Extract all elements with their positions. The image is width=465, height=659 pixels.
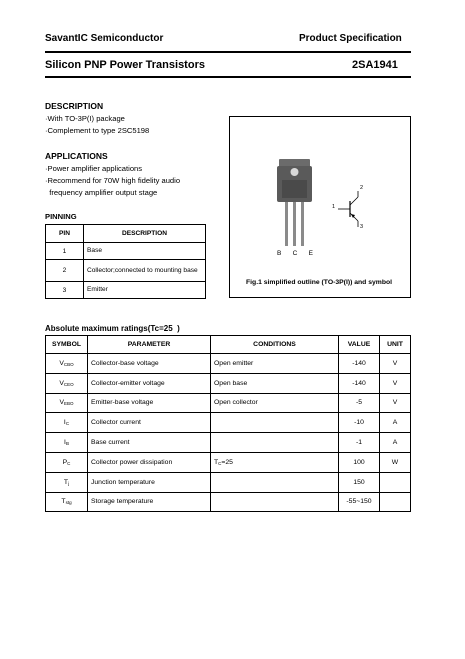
symbol-collector-lead <box>350 197 358 205</box>
condition-subscript: C <box>218 460 222 466</box>
rating-symbol <box>46 413 88 433</box>
ratings-col-conditions: CONDITIONS <box>211 336 339 354</box>
rating-symbol-subscript: C <box>67 460 71 466</box>
rating-condition <box>211 472 339 492</box>
pin-label-b: B <box>277 250 282 257</box>
rating-condition <box>211 413 339 433</box>
condition-text: =25 <box>221 458 233 466</box>
rating-condition <box>211 492 339 512</box>
rating-symbol-subscript: B <box>65 441 69 447</box>
ratings-col-unit: UNIT <box>380 336 411 354</box>
header-rule <box>45 51 411 53</box>
table-row <box>46 243 206 260</box>
title-rule <box>45 76 411 78</box>
rating-symbol <box>46 433 88 453</box>
symbol-label-3: 3 <box>360 224 364 230</box>
pin-label-c: C <box>292 250 298 257</box>
table-row <box>46 413 411 433</box>
pinning-col-description: DESCRIPTION <box>84 225 206 243</box>
rating-symbol-subscript: C <box>65 421 70 427</box>
rating-symbol-letter: V <box>59 359 64 367</box>
rating-symbol-subscript: CEO <box>63 381 74 387</box>
table-row <box>46 373 411 393</box>
rating-symbol-letter: T <box>63 478 69 486</box>
rating-condition <box>211 452 339 472</box>
rating-symbol <box>46 452 88 472</box>
rating-unit: V <box>380 393 411 413</box>
package-outline-drawing <box>230 117 412 267</box>
rating-symbol-letter: T <box>61 498 66 506</box>
rating-parameter: Storage temperature <box>88 492 211 512</box>
table-row <box>46 354 411 374</box>
rating-parameter: Collector current <box>88 413 211 433</box>
pinning-table <box>45 224 206 299</box>
ratings-body <box>46 354 411 512</box>
company-name: SavantIC Semiconductor <box>45 33 164 44</box>
rating-symbol-subscript: stg <box>65 500 72 506</box>
pin-labels <box>277 250 313 257</box>
rating-symbol-letter: P <box>62 458 68 466</box>
rating-value: -10 <box>339 413 380 433</box>
rating-unit: V <box>380 373 411 393</box>
pinning-heading: PINNING <box>45 212 77 221</box>
rating-value: 150 <box>339 472 380 492</box>
ratings-col-symbol: SYMBOL <box>46 336 88 354</box>
pin-description: Base <box>84 243 206 260</box>
rating-symbol <box>46 393 88 413</box>
rating-symbol <box>46 472 88 492</box>
rating-parameter: Base current <box>88 433 211 453</box>
ratings-col-value: VALUE <box>339 336 380 354</box>
product-family-title: Silicon PNP Power Transistors <box>45 59 205 71</box>
rating-symbol <box>46 492 88 512</box>
description-line-2: ·Complement to type 2SC5198 <box>45 126 150 135</box>
rating-symbol-subscript: CBO <box>63 361 74 367</box>
applications-heading: APPLICATIONS <box>45 151 108 161</box>
table-row <box>46 282 206 299</box>
table-row <box>46 472 411 492</box>
rating-value: -140 <box>339 373 380 393</box>
rating-unit: V <box>380 354 411 374</box>
table-row <box>46 393 411 413</box>
rating-value: -140 <box>339 354 380 374</box>
rating-condition <box>211 433 339 453</box>
rating-value: -5 <box>339 393 380 413</box>
applications-line-3: frequency amplifier output stage <box>45 188 158 197</box>
pin-description: Emitter <box>84 282 206 299</box>
rating-unit: A <box>380 413 411 433</box>
pin-label-e: E <box>308 250 313 257</box>
rating-symbol <box>46 354 88 374</box>
table-row <box>46 433 411 453</box>
ratings-table <box>45 335 411 512</box>
figure-box <box>229 116 411 298</box>
rating-symbol <box>46 373 88 393</box>
rating-symbol-letter: I <box>64 439 66 447</box>
rating-symbol-subscript: EBO <box>64 401 74 407</box>
pin-number: 2 <box>46 260 84 282</box>
symbol-label-1: 1 <box>332 204 336 210</box>
rating-parameter: Collector power dissipation <box>88 452 211 472</box>
pin-number: 3 <box>46 282 84 299</box>
rating-parameter: Collector-emitter voltage <box>88 373 211 393</box>
table-row <box>46 492 411 512</box>
rating-parameter: Collector-base voltage <box>88 354 211 374</box>
lead-base <box>285 202 288 246</box>
rating-value: -1 <box>339 433 380 453</box>
mounting-hole <box>291 168 299 176</box>
condition-text: T <box>214 458 219 466</box>
description-line-1: ·With TO-3P(I) package <box>45 114 125 123</box>
rating-parameter: Junction temperature <box>88 472 211 492</box>
lead-emitter <box>301 202 304 246</box>
symbol-label-2: 2 <box>360 185 364 191</box>
rating-unit: A <box>380 433 411 453</box>
ratings-heading: Absolute maximum ratings(Tc=25 ) <box>45 324 180 333</box>
ratings-col-parameter: PARAMETER <box>88 336 211 354</box>
doc-type: Product Specification <box>299 33 402 44</box>
figure-caption: Fig.1 simplified outline (TO-3P(I)) and symbol <box>246 279 393 286</box>
ratings-header-row <box>46 336 411 354</box>
rating-value: -55~150 <box>339 492 380 512</box>
rating-value: 100 <box>339 452 380 472</box>
pin-number: 1 <box>46 243 84 260</box>
applications-line-2: ·Recommend for 70W high fidelity audio <box>45 176 181 185</box>
rating-condition: Open collector <box>211 393 339 413</box>
part-number: 2SA1941 <box>352 59 398 71</box>
rating-symbol-letter: I <box>63 419 66 427</box>
rating-condition: Open base <box>211 373 339 393</box>
pinning-col-pin: PIN <box>46 225 84 243</box>
rating-unit: W <box>380 452 411 472</box>
rating-symbol-letter: V <box>59 399 65 407</box>
lead-collector <box>293 202 296 246</box>
table-row <box>46 260 206 282</box>
description-heading: DESCRIPTION <box>45 101 104 111</box>
pinning-header-row <box>46 225 206 243</box>
package-die-area <box>282 180 307 198</box>
rating-parameter: Emitter-base voltage <box>88 393 211 413</box>
rating-symbol-letter: V <box>59 379 64 387</box>
rating-condition: Open emitter <box>211 354 339 374</box>
pin-description: Collector;connected to mounting base <box>84 260 206 282</box>
rating-symbol-subscript: j <box>68 480 70 486</box>
table-row <box>46 452 411 472</box>
applications-line-1: ·Power amplifier applications <box>45 164 143 173</box>
rating-unit <box>380 492 411 512</box>
rating-unit <box>380 472 411 492</box>
